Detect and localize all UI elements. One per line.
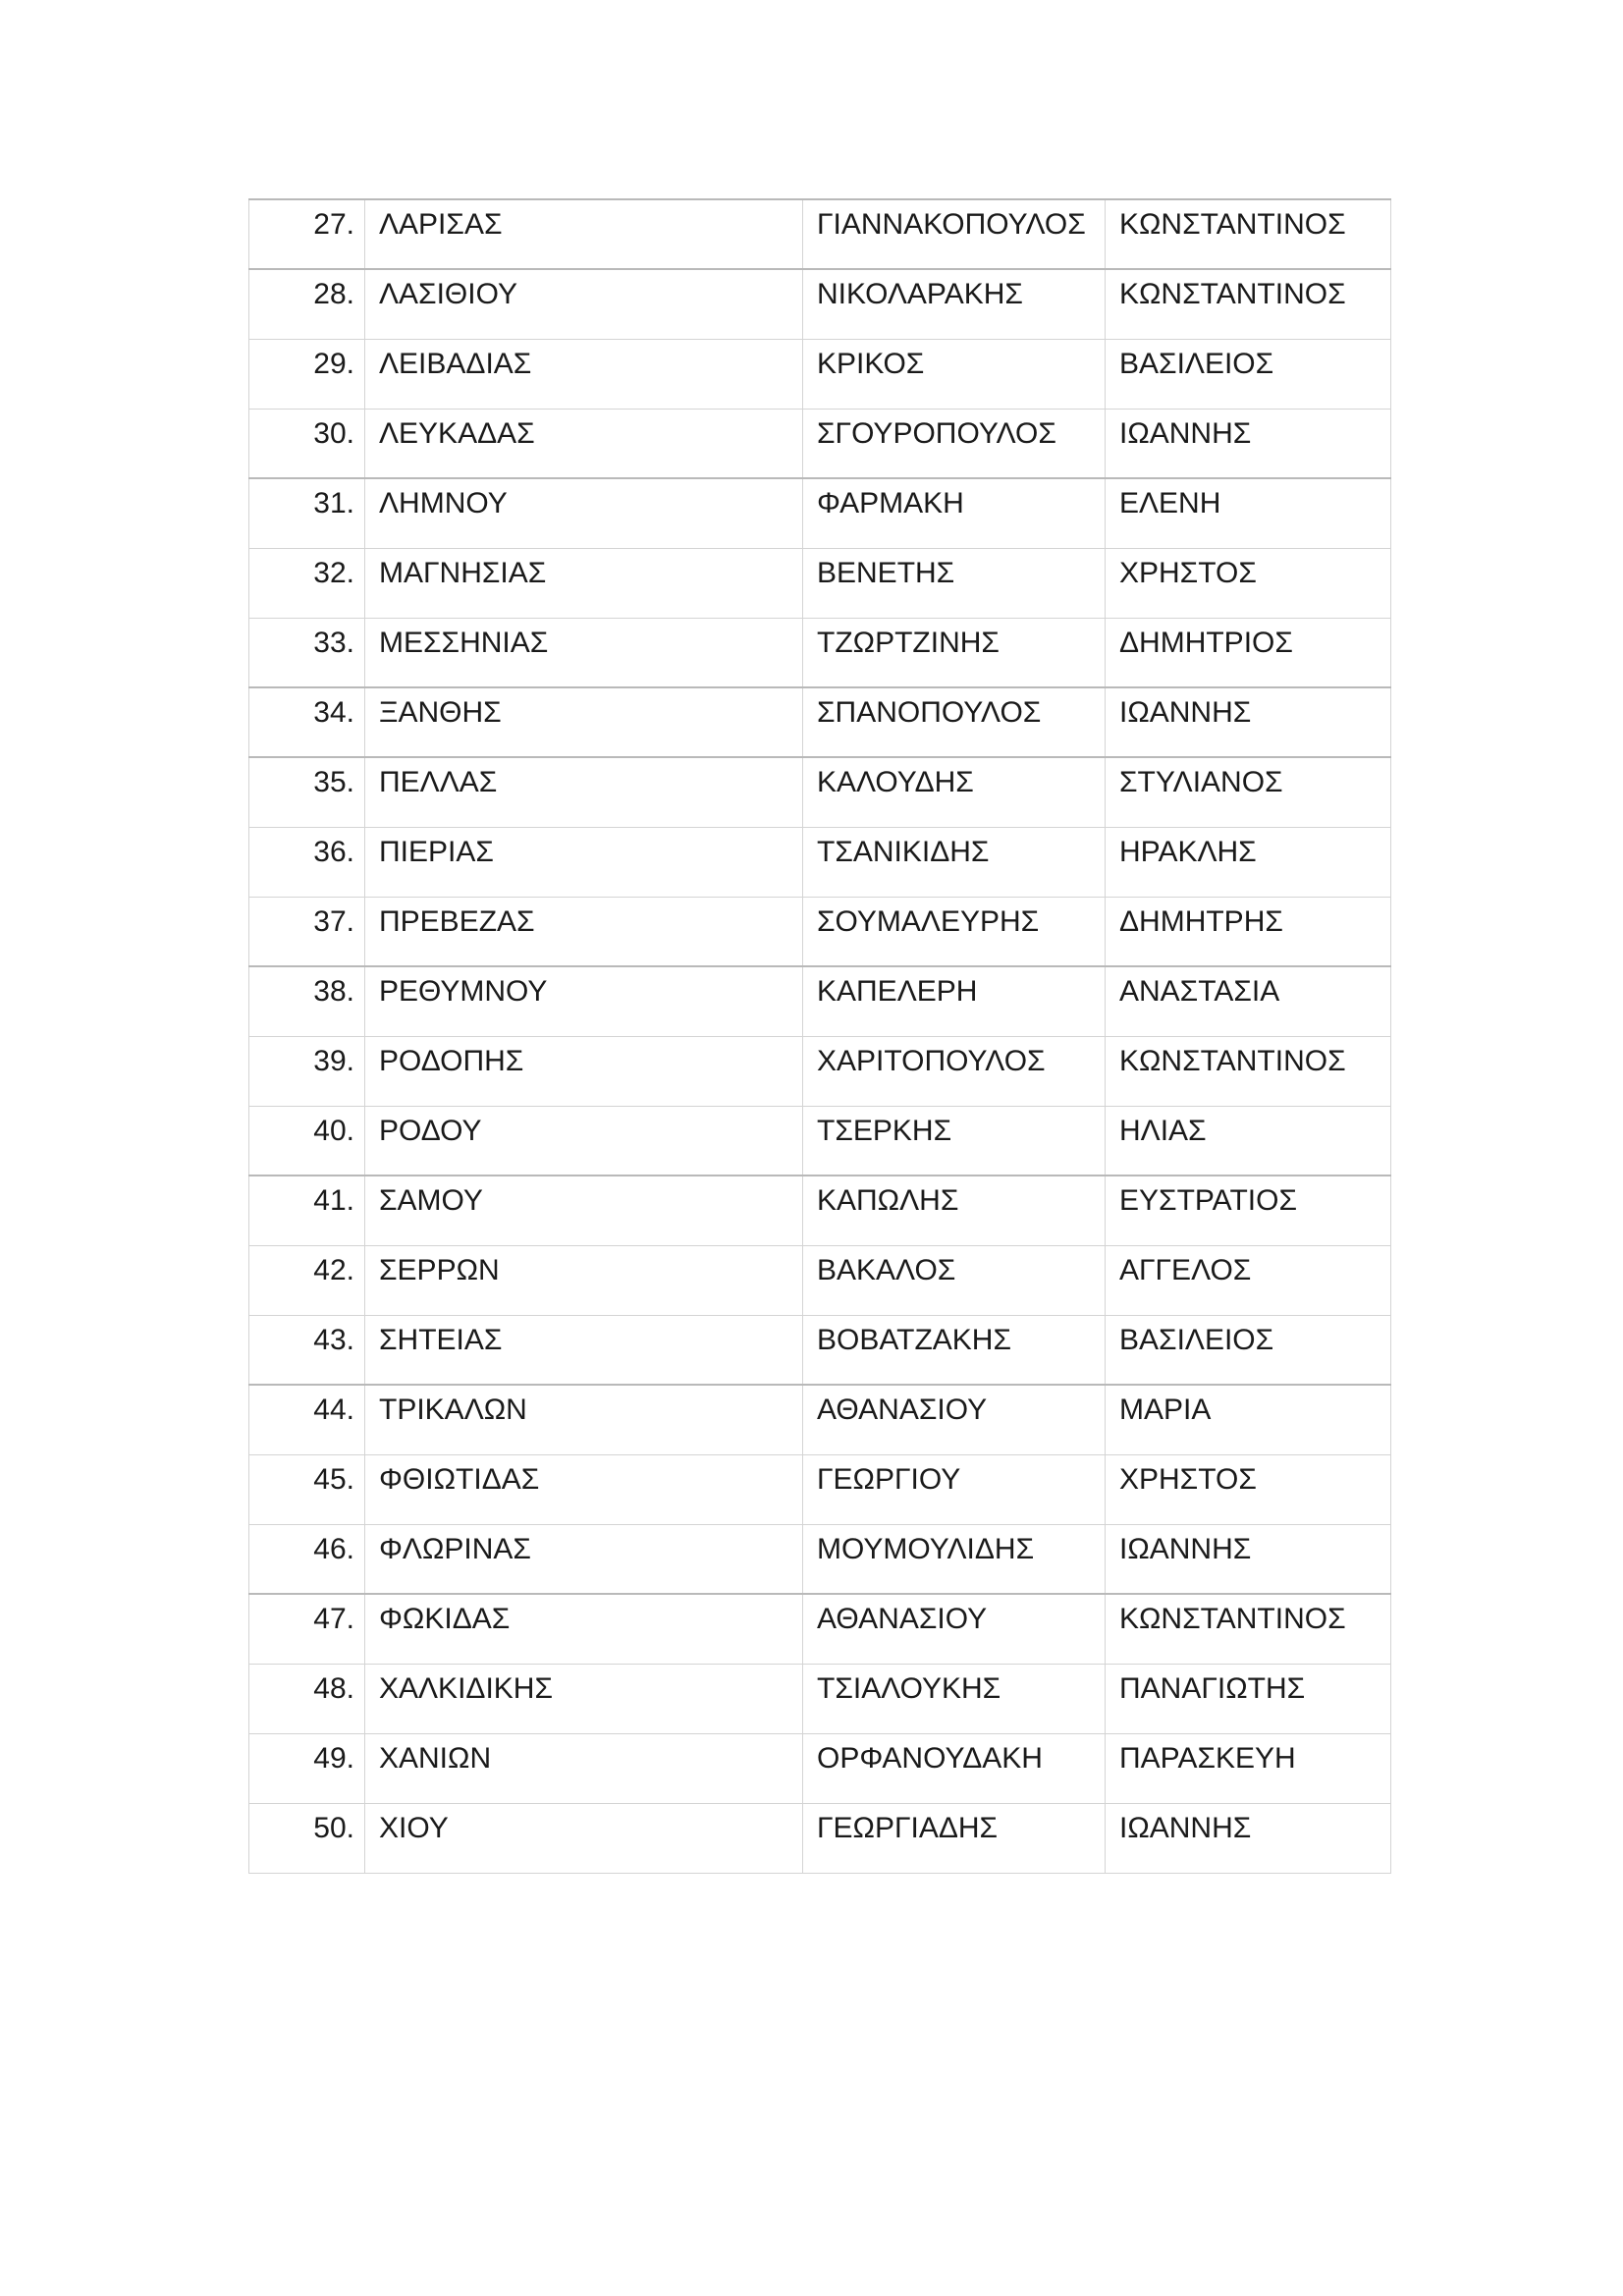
table-row <box>249 1245 1391 1315</box>
region-cell: ΧΑΛΚΙΔΙΚΗΣ <box>365 1664 803 1733</box>
row-number: 35. <box>249 757 365 827</box>
table-row <box>249 1385 1391 1454</box>
region-cell: ΛΑΣΙΘΙΟΥ <box>365 269 803 339</box>
firstname-cell: ΙΩΑΝΝΗΣ <box>1106 687 1391 757</box>
table-row <box>249 827 1391 897</box>
table-row <box>249 1594 1391 1664</box>
row-number: 39. <box>249 1036 365 1106</box>
firstname-cell: ΚΩΝΣΤΑΝΤΙΝΟΣ <box>1106 1594 1391 1664</box>
surname-cell: ΒΑΚΑΛΟΣ <box>803 1245 1106 1315</box>
table-row <box>249 757 1391 827</box>
row-number: 32. <box>249 548 365 618</box>
firstname-cell: ΣΤΥΛΙΑΝΟΣ <box>1106 757 1391 827</box>
firstname-cell: ΑΓΓΕΛΟΣ <box>1106 1245 1391 1315</box>
firstname-cell: ΒΑΣΙΛΕΙΟΣ <box>1106 339 1391 409</box>
roster-table-body <box>249 199 1391 1873</box>
surname-cell: ΓΙΑΝΝΑΚΟΠΟΥΛΟΣ <box>803 199 1106 269</box>
region-cell: ΦΘΙΩΤΙΔΑΣ <box>365 1454 803 1524</box>
row-number: 40. <box>249 1106 365 1175</box>
firstname-cell: ΕΥΣΤΡΑΤΙΟΣ <box>1106 1175 1391 1245</box>
surname-cell: ΑΘΑΝΑΣΙΟΥ <box>803 1594 1106 1664</box>
row-number: 34. <box>249 687 365 757</box>
table-row <box>249 1175 1391 1245</box>
table-row <box>249 1454 1391 1524</box>
firstname-cell: ΙΩΑΝΝΗΣ <box>1106 1524 1391 1594</box>
row-number: 41. <box>249 1175 365 1245</box>
surname-cell: ΚΑΠΩΛΗΣ <box>803 1175 1106 1245</box>
row-number: 50. <box>249 1803 365 1873</box>
region-cell: ΞΑΝΘΗΣ <box>365 687 803 757</box>
row-number: 45. <box>249 1454 365 1524</box>
firstname-cell: ΔΗΜΗΤΡΙΟΣ <box>1106 618 1391 687</box>
row-number: 37. <box>249 897 365 966</box>
surname-cell: ΣΓΟΥΡΟΠΟΥΛΟΣ <box>803 409 1106 478</box>
row-number: 47. <box>249 1594 365 1664</box>
region-cell: ΜΑΓΝΗΣΙΑΣ <box>365 548 803 618</box>
table-row <box>249 966 1391 1036</box>
table-row <box>249 1106 1391 1175</box>
surname-cell: ΤΣΙΑΛΟΥΚΗΣ <box>803 1664 1106 1733</box>
surname-cell: ΑΘΑΝΑΣΙΟΥ <box>803 1385 1106 1454</box>
firstname-cell: ΧΡΗΣΤΟΣ <box>1106 548 1391 618</box>
region-cell: ΛΕΥΚΑΔΑΣ <box>365 409 803 478</box>
table-row <box>249 199 1391 269</box>
firstname-cell: ΠΑΡΑΣΚΕΥΗ <box>1106 1733 1391 1803</box>
row-number: 30. <box>249 409 365 478</box>
region-cell: ΛΗΜΝΟΥ <box>365 478 803 548</box>
row-number: 33. <box>249 618 365 687</box>
region-cell: ΤΡΙΚΑΛΩΝ <box>365 1385 803 1454</box>
table-row <box>249 1664 1391 1733</box>
firstname-cell: ΜΑΡΙΑ <box>1106 1385 1391 1454</box>
firstname-cell: ΗΡΑΚΛΗΣ <box>1106 827 1391 897</box>
surname-cell: ΒΕΝΕΤΗΣ <box>803 548 1106 618</box>
firstname-cell: ΕΛΕΝΗ <box>1106 478 1391 548</box>
surname-cell: ΟΡΦΑΝΟΥΔΑΚΗ <box>803 1733 1106 1803</box>
region-cell: ΣΕΡΡΩΝ <box>365 1245 803 1315</box>
region-cell: ΧΙΟΥ <box>365 1803 803 1873</box>
surname-cell: ΝΙΚΟΛΑΡΑΚΗΣ <box>803 269 1106 339</box>
surname-cell: ΣΟΥΜΑΛΕΥΡΗΣ <box>803 897 1106 966</box>
surname-cell: ΣΠΑΝΟΠΟΥΛΟΣ <box>803 687 1106 757</box>
firstname-cell: ΧΡΗΣΤΟΣ <box>1106 1454 1391 1524</box>
table-row <box>249 1733 1391 1803</box>
row-number: 28. <box>249 269 365 339</box>
region-cell: ΣΑΜΟΥ <box>365 1175 803 1245</box>
surname-cell: ΤΖΩΡΤΖΙΝΗΣ <box>803 618 1106 687</box>
firstname-cell: ΙΩΑΝΝΗΣ <box>1106 409 1391 478</box>
table-row <box>249 897 1391 966</box>
surname-cell: ΧΑΡΙΤΟΠΟΥΛΟΣ <box>803 1036 1106 1106</box>
row-number: 31. <box>249 478 365 548</box>
table-row <box>249 548 1391 618</box>
surname-cell: ΦΑΡΜΑΚΗ <box>803 478 1106 548</box>
region-cell: ΡΟΔΟΥ <box>365 1106 803 1175</box>
region-cell: ΜΕΣΣΗΝΙΑΣ <box>365 618 803 687</box>
row-number: 43. <box>249 1315 365 1385</box>
row-number: 27. <box>249 199 365 269</box>
surname-cell: ΤΣΕΡΚΗΣ <box>803 1106 1106 1175</box>
region-cell: ΠΡΕΒΕΖΑΣ <box>365 897 803 966</box>
row-number: 46. <box>249 1524 365 1594</box>
table-row <box>249 409 1391 478</box>
surname-cell: ΚΡΙΚΟΣ <box>803 339 1106 409</box>
region-cell: ΠΕΛΛΑΣ <box>365 757 803 827</box>
row-number: 36. <box>249 827 365 897</box>
table-row <box>249 1524 1391 1594</box>
firstname-cell: ΑΝΑΣΤΑΣΙΑ <box>1106 966 1391 1036</box>
row-number: 44. <box>249 1385 365 1454</box>
region-cell: ΛΑΡΙΣΑΣ <box>365 199 803 269</box>
firstname-cell: ΠΑΝΑΓΙΩΤΗΣ <box>1106 1664 1391 1733</box>
surname-cell: ΚΑΠΕΛΕΡΗ <box>803 966 1106 1036</box>
firstname-cell: ΙΩΑΝΝΗΣ <box>1106 1803 1391 1873</box>
row-number: 38. <box>249 966 365 1036</box>
row-number: 49. <box>249 1733 365 1803</box>
firstname-cell: ΗΛΙΑΣ <box>1106 1106 1391 1175</box>
table-row <box>249 478 1391 548</box>
table-row <box>249 1803 1391 1873</box>
firstname-cell: ΚΩΝΣΤΑΝΤΙΝΟΣ <box>1106 199 1391 269</box>
firstname-cell: ΔΗΜΗΤΡΗΣ <box>1106 897 1391 966</box>
firstname-cell: ΚΩΝΣΤΑΝΤΙΝΟΣ <box>1106 269 1391 339</box>
firstname-cell: ΚΩΝΣΤΑΝΤΙΝΟΣ <box>1106 1036 1391 1106</box>
row-number: 42. <box>249 1245 365 1315</box>
table-row <box>249 1036 1391 1106</box>
table-row <box>249 269 1391 339</box>
region-cell: ΡΕΘΥΜΝΟΥ <box>365 966 803 1036</box>
table-row <box>249 687 1391 757</box>
region-cell: ΦΛΩΡΙΝΑΣ <box>365 1524 803 1594</box>
roster-table <box>248 198 1391 1874</box>
surname-cell: ΒΟΒΑΤΖΑΚΗΣ <box>803 1315 1106 1385</box>
region-cell: ΣΗΤΕΙΑΣ <box>365 1315 803 1385</box>
surname-cell: ΜΟΥΜΟΥΛΙΔΗΣ <box>803 1524 1106 1594</box>
firstname-cell: ΒΑΣΙΛΕΙΟΣ <box>1106 1315 1391 1385</box>
row-number: 29. <box>249 339 365 409</box>
region-cell: ΧΑΝΙΩΝ <box>365 1733 803 1803</box>
surname-cell: ΓΕΩΡΓΙΑΔΗΣ <box>803 1803 1106 1873</box>
surname-cell: ΓΕΩΡΓΙΟΥ <box>803 1454 1106 1524</box>
surname-cell: ΚΑΛΟΥΔΗΣ <box>803 757 1106 827</box>
row-number: 48. <box>249 1664 365 1733</box>
table-row <box>249 618 1391 687</box>
region-cell: ΦΩΚΙΔΑΣ <box>365 1594 803 1664</box>
region-cell: ΡΟΔΟΠΗΣ <box>365 1036 803 1106</box>
table-row <box>249 1315 1391 1385</box>
region-cell: ΛΕΙΒΑΔΙΑΣ <box>365 339 803 409</box>
region-cell: ΠΙΕΡΙΑΣ <box>365 827 803 897</box>
table-row <box>249 339 1391 409</box>
surname-cell: ΤΣΑΝΙΚΙΔΗΣ <box>803 827 1106 897</box>
